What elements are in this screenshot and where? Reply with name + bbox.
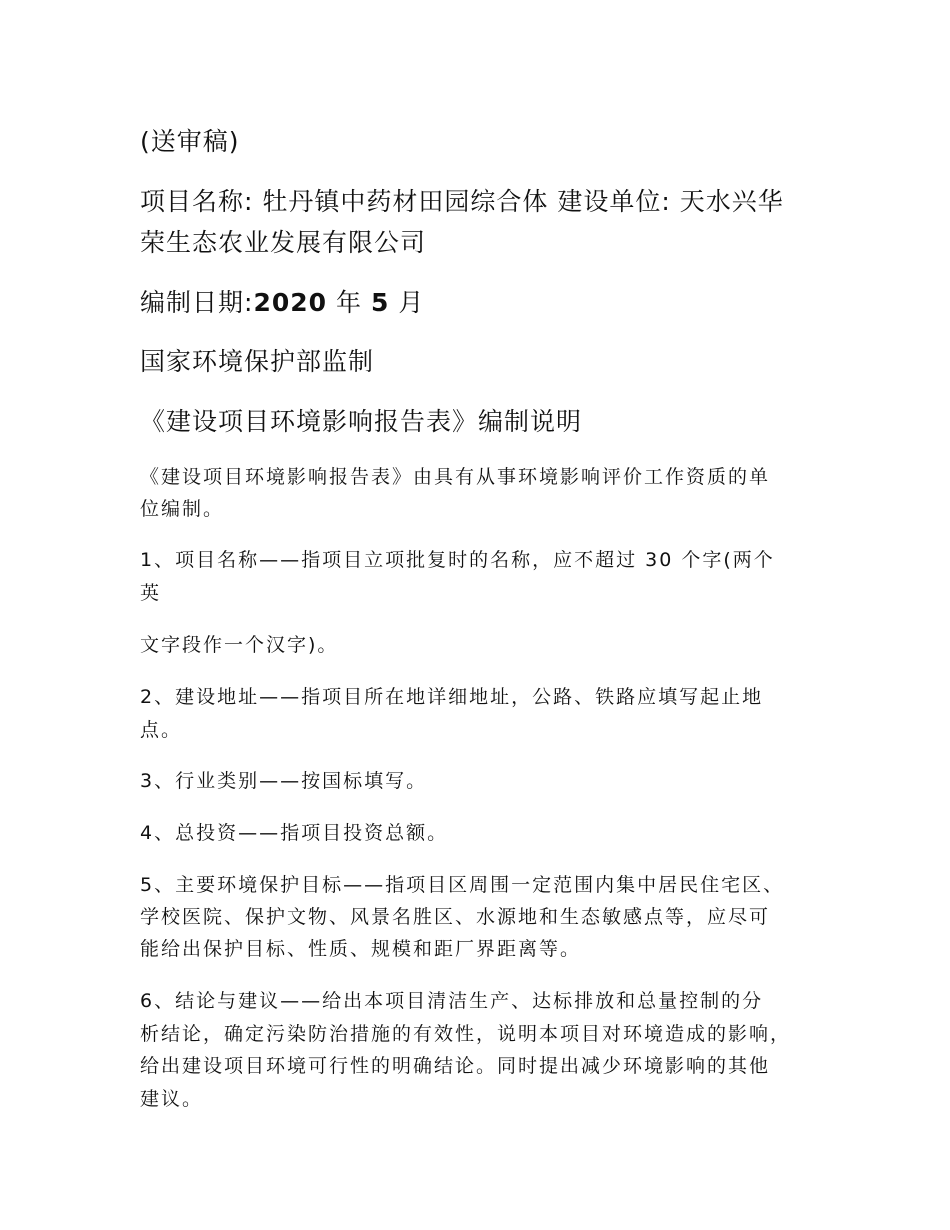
project-name-line-2: 荣生态农业发展有限公司 [140, 228, 427, 257]
item-6-line-1: 6、结论与建议——给出本项目清洁生产、达标排放和总量控制的分 [140, 990, 764, 1012]
compile-date-month: 5 [370, 288, 390, 317]
item-5-line-1: 5、主要环境保护目标——指项目区周围一定范围内集中居民住宅区、 [140, 874, 785, 896]
compile-date [140, 286, 424, 320]
draft-label: (送审稿) [140, 127, 240, 156]
item-6-line-2: 析结论，确定污染防治措施的有效性，说明本项目对环境造成的影响， [140, 1023, 792, 1045]
intro-line-1: 《建设项目环境影响报告表》由具有从事环境影响评价工作资质的单 [140, 466, 771, 488]
compile-date-month-unit: 月 [398, 288, 425, 317]
item-2-line-1: 2、建设地址——指项目所在地详细地址，公路、铁路应填写起止地 [140, 686, 764, 708]
item-1-line-2: 英 [140, 582, 162, 604]
compile-date-year-unit: 年 [335, 288, 362, 317]
item-2-line-2: 点。 [140, 719, 183, 741]
item-4-line-1: 4、总投资——指项目投资总额。 [140, 822, 449, 844]
item-1-line-1: 1、项目名称——指项目立项批复时的名称，应不超过 30 个字(两个 [140, 549, 775, 571]
item-5-line-3: 能给出保护目标、性质、规模和距厂界距离等。 [140, 938, 582, 960]
intro-line-2: 位编制。 [140, 498, 225, 520]
item-6-line-3: 给出建设项目环境可行性的明确结论。同时提出减少环境影响的其他 [140, 1055, 771, 1077]
item-1-line-3: 文字段作一个汉字)。 [140, 634, 339, 656]
instructions-title: 《建设项目环境影响报告表》编制说明 [140, 407, 583, 436]
project-name-line-1: 项目名称: 牡丹镇中药材田园综合体 建设单位: 天水兴华 [140, 187, 784, 216]
compile-date-prefix: 编制日期: [140, 288, 254, 317]
item-3-line-1: 3、行业类别——按国标填写。 [140, 770, 428, 792]
item-5-line-2: 学校医院、保护文物、风景名胜区、水源地和生态敏感点等，应尽可 [140, 906, 771, 928]
compile-date-year: 2020 [253, 288, 328, 317]
item-6-line-4: 建议。 [140, 1088, 204, 1110]
supervisor-line: 国家环境保护部监制 [140, 347, 375, 376]
